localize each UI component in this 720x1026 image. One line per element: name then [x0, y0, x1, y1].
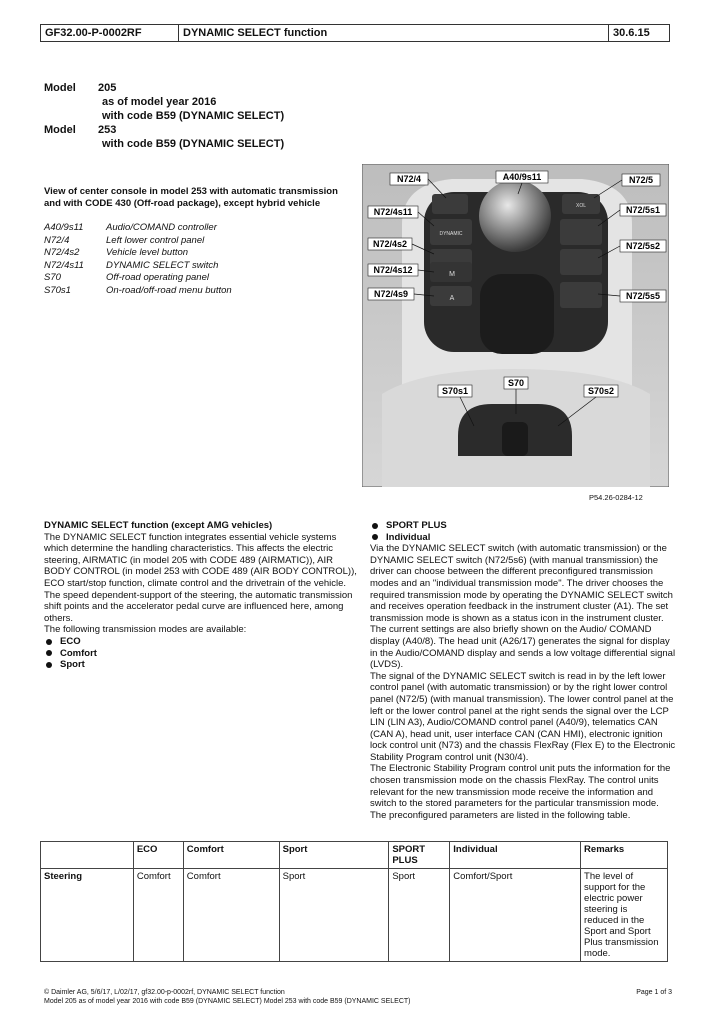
n72-5s5-button	[560, 282, 602, 308]
table-cell: Comfort	[133, 869, 183, 962]
body-left-column	[44, 520, 362, 671]
table-cell: Comfort/Sport	[450, 869, 581, 962]
callout-n72-4s12: N72/4s12	[373, 265, 413, 275]
audio-comand-controller	[479, 180, 551, 252]
model-number: 205	[98, 82, 117, 94]
table-header: Remarks	[581, 842, 668, 869]
page-footer	[44, 988, 672, 1006]
document-date: 30.6.15	[613, 27, 650, 39]
parameter-table	[40, 841, 668, 962]
bullet-icon	[46, 662, 52, 668]
body-paragraph: Via the DYNAMIC SELECT switch (with automatic transmission) or the DYNAMIC SELECT switch (N72/5s6) (with manual transmission) the driver can choose between the different preconfigured transmission modes and an "individual transmission mode". The driver chooses the required transmission mode by operating the DYNAMIC SELECT switch and receives operation feedback in the instrument cluster (A1). The set transmission mode is shown as a status icon in the instrument cluster. The current settings are also briefly shown on the Audio/ COMAND display (A40/8). The head unit (A26/17) generates the signal for display in the Audio/COMAND display and sends a low voltage differential signal (LVDS).	[370, 543, 676, 671]
legend-row	[44, 285, 232, 298]
model-detail: with code B59 (DYNAMIC SELECT)	[102, 110, 285, 122]
table-header: Individual	[450, 842, 581, 869]
mode-item	[44, 648, 362, 660]
legend-row	[44, 260, 232, 273]
modes-intro: The following transmission modes are available:	[44, 624, 247, 636]
bullet-icon	[46, 639, 52, 645]
callout-a40-9s11: A40/9s11	[502, 172, 542, 182]
callout-s70: S70	[507, 378, 525, 388]
legend-desc: Vehicle level button	[106, 247, 189, 259]
mode-label: Individual	[386, 531, 431, 543]
body-paragraph: The signal of the DYNAMIC SELECT switch is read in by the left lower control panel (with automatic transmission) or by the right lower control panel (N72/5) (with manual transmission). The lower control panel at the left or the lower control panel at the right sends the signal over the LCP LIN (LIN A3), Audio/COMAND control panel (A40/9), telematics CAN (CAN A), head unit, user interface CAN (CAN HMI), electronic ignition lock control unit (N73) and the chassis FlexRay (Flex E) to the Electronic Stability Program control unit (N30/4).	[370, 670, 676, 763]
bullet-icon	[372, 523, 378, 529]
table-row	[41, 869, 668, 962]
xol-label: XOL	[575, 203, 587, 209]
center-console-photo	[362, 164, 669, 487]
mode-item	[44, 659, 362, 671]
m-label: M	[449, 271, 455, 278]
legend-code: S70	[44, 272, 61, 284]
table-cell: Comfort	[183, 869, 279, 962]
legend-row	[44, 247, 232, 260]
table-cell: The level of support for the electric power steering is reduced in the Sport and Sport Plus transmission mode.	[581, 869, 668, 962]
model-applicability	[44, 81, 284, 151]
footer-line: Model 205 as of model year 2016 with code B59 (DYNAMIC SELECT) Model 253 with code B59 (DYNAMIC SELECT)	[44, 998, 411, 1005]
model-detail: with code B59 (DYNAMIC SELECT)	[102, 138, 285, 150]
table-header	[41, 842, 134, 869]
figure-title: View of center console in model 253 with automatic transmission and with CODE 430 (Off-road package), except hybrid vehicle	[44, 186, 338, 209]
table-header-row	[41, 842, 668, 869]
bullet-icon	[46, 650, 52, 656]
table-cell: Sport	[389, 869, 450, 962]
legend-row	[44, 222, 232, 235]
legend-desc: Off-road operating panel	[106, 272, 209, 284]
legend-desc: DYNAMIC SELECT switch	[106, 259, 219, 271]
mode-label: SPORT PLUS	[386, 520, 447, 531]
n72-5s2-button	[560, 249, 602, 275]
legend-desc: On-road/off-road menu button	[106, 284, 232, 296]
model-label: Model	[44, 82, 76, 94]
callout-n72-5s1: N72/5s1	[625, 205, 661, 215]
document-header	[40, 24, 670, 42]
mode-item	[370, 520, 676, 532]
callout-n72-4: N72/4	[396, 174, 422, 184]
a-label: A	[449, 295, 455, 302]
mode-label: Sport	[60, 659, 85, 671]
section-heading: DYNAMIC SELECT function (except AMG vehicles)	[44, 520, 273, 531]
page-number: Page 1 of 3	[636, 989, 672, 996]
mode-label: ECO	[60, 635, 81, 647]
body-right-column	[370, 520, 676, 821]
legend-code: A40/9s11	[44, 222, 84, 233]
legend-row	[44, 272, 232, 285]
table-header: Sport	[279, 842, 389, 869]
mode-item	[44, 636, 362, 648]
callout-n72-5: N72/5	[628, 175, 654, 185]
callout-n72-4s9: N72/4s9	[373, 289, 409, 299]
table-header: ECO	[133, 842, 183, 869]
legend-row	[44, 235, 232, 248]
model-number: 253	[98, 124, 117, 136]
table-cell: Steering	[41, 869, 134, 962]
legend-desc: Audio/COMAND controller	[106, 222, 217, 233]
figure-legend	[44, 222, 232, 298]
intro-paragraph: The DYNAMIC SELECT function integrates essential vehicle systems which determine the handling characteristics. This affects the electric steering, AIRMATIC (in model 205 with CODE 489 (AIRMATIC)), AIR BODY CONTROL (in model 253 with CODE 489 (AIR BODY CONTROL)), ECO start/stop function, climate control and the drivetrain of the vehicle. The speed dependent-support of the steering, the automatic transmission shift points and the accelerator pedal curve are influenced here, among others.	[44, 531, 357, 624]
figure-reference: P54.26-0284-12	[589, 493, 643, 502]
legend-code: S70s1	[44, 284, 71, 296]
table-header: Comfort	[183, 842, 279, 869]
callout-n72-4s11: N72/4s11	[373, 207, 413, 217]
legend-desc: Left lower control panel	[106, 234, 205, 246]
callout-n72-4s2: N72/4s2	[372, 239, 408, 249]
body-paragraph: The Electronic Stability Program control unit puts the information for the chosen transmission mode on the chassis FlexRay. The control units relevant for the new transmission mode receive the information and switch to the stored parameters for the particular transmission mode. The preconfigured parameters are listed in the following table.	[370, 763, 671, 821]
mode-label: Comfort	[60, 647, 97, 659]
callout-s70s2: S70s2	[587, 386, 615, 396]
n72-4-button-top	[432, 194, 468, 214]
legend-code: N72/4s2	[44, 247, 80, 259]
palm-rest	[480, 274, 554, 354]
callout-s70s1: S70s1	[441, 386, 469, 396]
bullet-icon	[372, 534, 378, 540]
table-header: SPORT PLUS	[389, 842, 450, 869]
model-detail: as of model year 2016	[102, 96, 217, 108]
dynamic-label: DYNAMIC	[439, 231, 463, 237]
off-road-center-button	[502, 422, 528, 456]
legend-code: N72/4	[44, 234, 70, 246]
document-id: GF32.00-P-0002RF	[41, 25, 179, 41]
mode-item	[370, 532, 676, 544]
callout-n72-5s2: N72/5s2	[625, 241, 661, 251]
model-label: Model	[44, 124, 76, 136]
n72-5s1-button	[560, 219, 602, 245]
footer-line: © Daimler AG, 5/6/17, L/02/17, gf32.00-p-0002rf, DYNAMIC SELECT function	[44, 989, 285, 996]
legend-code: N72/4s11	[44, 259, 84, 271]
document-title: DYNAMIC SELECT function	[179, 25, 609, 41]
callout-n72-5s5: N72/5s5	[625, 291, 661, 301]
table-cell: Sport	[279, 869, 389, 962]
